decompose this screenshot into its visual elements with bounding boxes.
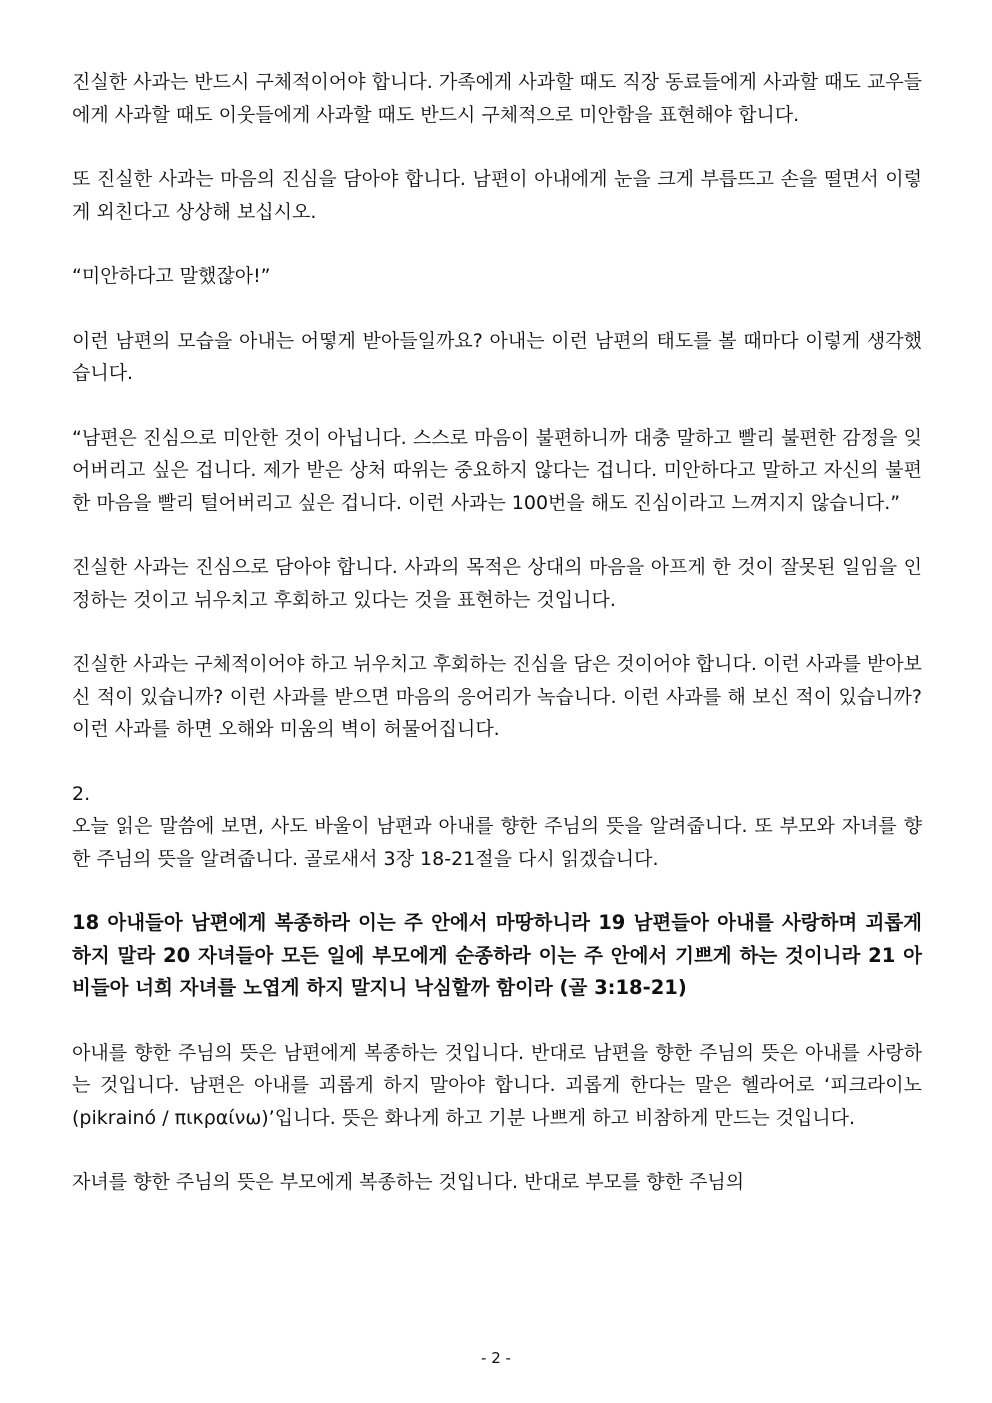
paragraph: 아내를 향한 주님의 뜻은 남편에게 복종하는 것입니다. 반대로 남편을 향한 주님의 뜻은 아내를 사랑하는 것입니다. 남편은 아내를 괴롭게 하지 말아야 합니다. 괴롭게 한다는 말은 헬라어로 ‘피크라이노(pikrainó / πικραίνω)’입니다. 뜻은 화나게 하고 기분 나쁘게 하고 비참하게 만드는 것입니다. [72,1041,922,1129]
paragraph: 진실한 사과는 구체적이어야 하고 뉘우치고 후회하는 진심을 담은 것이어야 합니다. 이런 사과를 받아보신 적이 있습니까? 이런 사과를 받으면 마음의 응어리가 녹습니다. 이런 사과를 해 보신 적이 있습니까? 이런 사과를 하면 오해와 미움의 벽이 허물어집니다. [72,653,922,740]
section-intro: 오늘 읽은 말씀에 보면, 사도 바울이 남편과 아내를 향한 주님의 뜻을 알려줍니다. 또 부모와 자녀를 향한 주님의 뜻을 알려줍니다. 골로새서 3장 18-21절을 다시 읽겠습니다. [72,815,922,870]
page-number: - 2 - [481,1349,511,1367]
paragraph: 진실한 사과는 반드시 구체적이어야 합니다. 가족에게 사과할 때도 직장 동료들에게 사과할 때도 교우들에게 사과할 때도 이웃들에게 사과할 때도 반드시 구체적으로 미안함을 표현해야 합니다. [72,71,922,126]
paragraph: 진실한 사과는 진심으로 담아야 합니다. 사과의 목적은 상대의 마음을 아프게 한 것이 잘못된 일임을 인정하는 것이고 뉘우치고 후회하고 있다는 것을 표현하는 것입니다. [72,556,922,611]
scripture-passage: 18 아내들아 남편에게 복종하라 이는 주 안에서 마땅하니라 19 남편들아 아내를 사랑하며 괴롭게 하지 말라 20 자녀들아 모든 일에 부모에게 순종하라 이는 주 안에서 기쁘게 하는 것이니라 21 아비들아 너희 자녀를 노엽게 하지 말지니 낙심할까 함이라 (골 3:18-21) [72,911,922,999]
quote-paragraph: “미안하다고 말했잖아!” [72,265,271,287]
paragraph: 또 진실한 사과는 마음의 진심을 담아야 합니다. 남편이 아내에게 눈을 크게 부릅뜨고 손을 떨면서 이렇게 외친다고 상상해 보십시오. [72,168,922,223]
paragraph: 자녀를 향한 주님의 뜻은 부모에게 복종하는 것입니다. 반대로 부모를 향한 주님의 [72,1171,745,1193]
document-body [72,66,922,1199]
paragraph: 이런 남편의 모습을 아내는 어떻게 받아들일까요? 아내는 이런 남편의 태도를 볼 때마다 이렇게 생각했습니다. [72,329,922,384]
section-number: 2. [72,782,91,805]
quote-paragraph: “남편은 진심으로 미안한 것이 아닙니다. 스스로 마음이 불편하니까 대충 말하고 빨리 불편한 감정을 잊어버리고 싶은 겁니다. 제가 받은 상처 따위는 중요하지 않다는 겁니다. 미안하다고 말하고 자신의 불편한 마음을 빨리 털어버리고 싶은 겁니다. 이런 사과는 100번을 해도 진심이라고 느껴지지 않습니다.” [72,426,922,514]
